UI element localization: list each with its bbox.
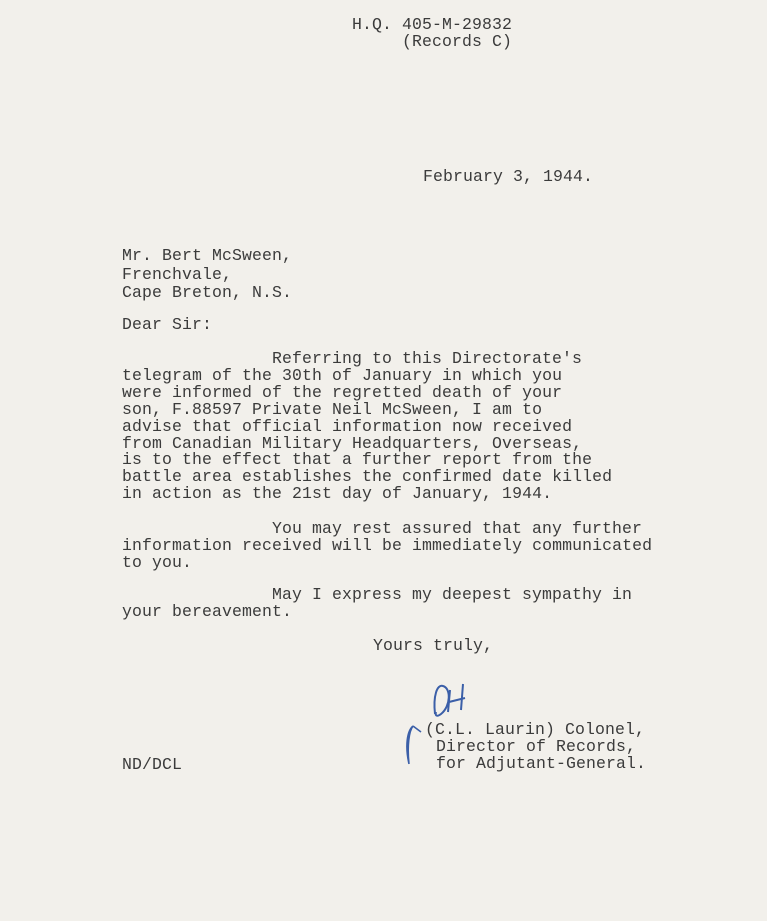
signatory-name: (C.L. Laurin) Colonel, (425, 720, 646, 739)
text-line: were informed of the regretted death of your (122, 382, 563, 402)
paragraph-1 (122, 351, 612, 503)
salutation: Dear Sir: (122, 315, 213, 334)
paragraph-2 (122, 521, 652, 572)
letter-date: February 3, 1944. (423, 167, 594, 186)
letter-header (352, 17, 512, 51)
text-line: is to the effect that a further report from the (122, 450, 593, 470)
signatory-title: Director of Records, (436, 736, 637, 756)
closing: Yours truly, (373, 636, 494, 655)
text-line: information received will be immediately communicated (122, 535, 653, 555)
text-line: telegram of the 30th of January in which you (122, 365, 563, 385)
file-number: H.Q. 405-M-29832 (352, 15, 513, 34)
signatory-role: for Adjutant-General. (436, 753, 647, 773)
reference-initials: ND/DCL (122, 755, 183, 774)
text-line: You may rest assured that any further (272, 519, 643, 538)
paragraph-3 (122, 587, 632, 621)
text-line: in action as the 21st day of January, 1944. (122, 484, 553, 504)
text-line: advise that official information now received (122, 416, 573, 436)
text-line: Referring to this Directorate's (272, 349, 583, 368)
text-line: son, F.88597 Private Neil McSween, I am to (122, 399, 543, 419)
text-line: to you. (122, 552, 193, 572)
text-line: May I express my deepest sympathy in (272, 585, 633, 604)
recipient-address (122, 247, 292, 303)
address-line: Cape Breton, N.S. (122, 283, 293, 302)
signature-block (425, 722, 646, 773)
text-line: your bereavement. (122, 601, 293, 621)
text-line: from Canadian Military Headquarters, Overseas, (122, 433, 583, 453)
records-label: (Records C) (402, 31, 513, 51)
text-line: battle area establishes the confirmed date killed (122, 467, 613, 487)
address-line: Frenchvale, (122, 264, 233, 284)
address-line: Mr. Bert McSween, (122, 246, 293, 265)
